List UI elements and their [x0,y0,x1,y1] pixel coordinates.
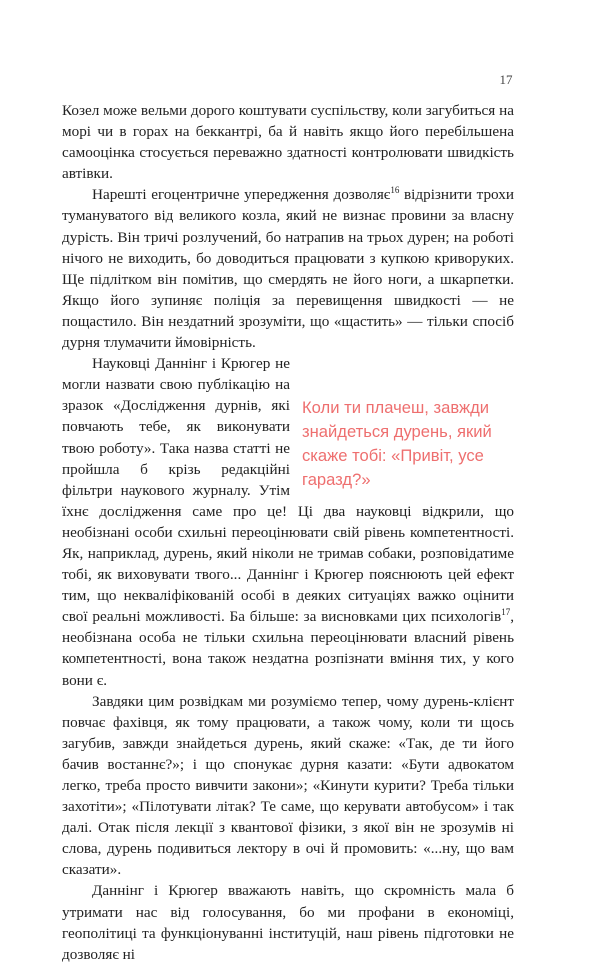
footnote-ref-17: 17 [501,607,511,618]
paragraph-1: Козел може вельми дорого коштувати суспільству, коли загубиться на морі чи в горах на беккантрі, ба й навіть якщо його перебільшена самооцінка стосується переважно здатності контролювати швидкість автівки. [62,102,514,183]
paragraph-2-rest: відрізнити трохи тумануватого від великого козла, який не визнає провини за власну дурість. Він тричі розлучений, бо натрапив на трьох дурен; на роботі нічого не виходить, бо доводиться працювати з купкою криворуких. Ще підлітком він помітив, що смердять не його ноги, а шкарпетки. Якщо його зупиняє поліція за перевищення швидкості — не пощастило. Він нездатний зрозуміти, що «щастить» — тільки спосіб дурня тлумачити ймовірність. [62,186,514,352]
page-number: 17 [499,72,513,87]
paragraph-3-rest: , необізнана особа не тільки схильна переоцінювати власний рівень компетентності, вона також нездатна розпізнати вміння тих, у кого вони є. [62,608,514,689]
footnote-ref-16: 16 [390,185,400,196]
body-text [62,100,514,965]
paragraph-2-start: Нарешті егоцентричне упередження дозволяє [92,186,391,204]
paragraph-2 [62,184,514,353]
pull-quote: Коли ти плачеш, завжди знайдеться дурень, який скаже тобі: «Привіт, усе гаразд?» [302,398,492,490]
paragraph-5: Даннінг і Крюгер вважають навіть, що скромність мала б утримати нас від голосування, бо ми профани в економіці, геополітиці та функціонуванні інституцій, наш рівень підготовки не дозволяє ні [62,882,514,963]
paragraph-3-start: Науковці Даннінг і Крюгер не могли назвати свою публікацію на зразок «Дослідження дурнів, які повчають тебе, як виконувати твою роботу». Така назва статті не пройшла б крізь редакційні фільтри наукового журналу. Утім їхнє дослідження саме про це! Ці два науковці відкрили, що необізнані особи схильні переоцінювати свій рівень компетентності. Як, наприклад, дурень, який ніколи не тримав собаки, розповідатиме тобі, як виховувати твого... Даннінг і Крюгер пояснюють цей ефект тим, що некваліфікованій особі в деяких ситуаціях важко оцінити свої реальні можливості. Ба більше: за висновками цих психологів [62,355,514,626]
paragraph-4: Завдяки цим розвідкам ми розуміємо тепер, чому дурень-клієнт повчає фахівця, як тому працювати, а також чому, коли ти щось загубив, завжди знайдеться дурень, який скаже: «Так, де ти його бачив востаннє?»; і що спонукає дурня казати: «Бути адвокатом легко, треба просто вивчити закони»; «Кинути курити? Треба тільки захотіти»; «Пілотувати літак? Те саме, що керувати автобусом» і так далі. Отак після лекції з квантової фізики, з якої він не зрозумів ні слова, дурень подивиться лектору в очі й промовить: «...ну, що вам сказати». [62,692,514,879]
